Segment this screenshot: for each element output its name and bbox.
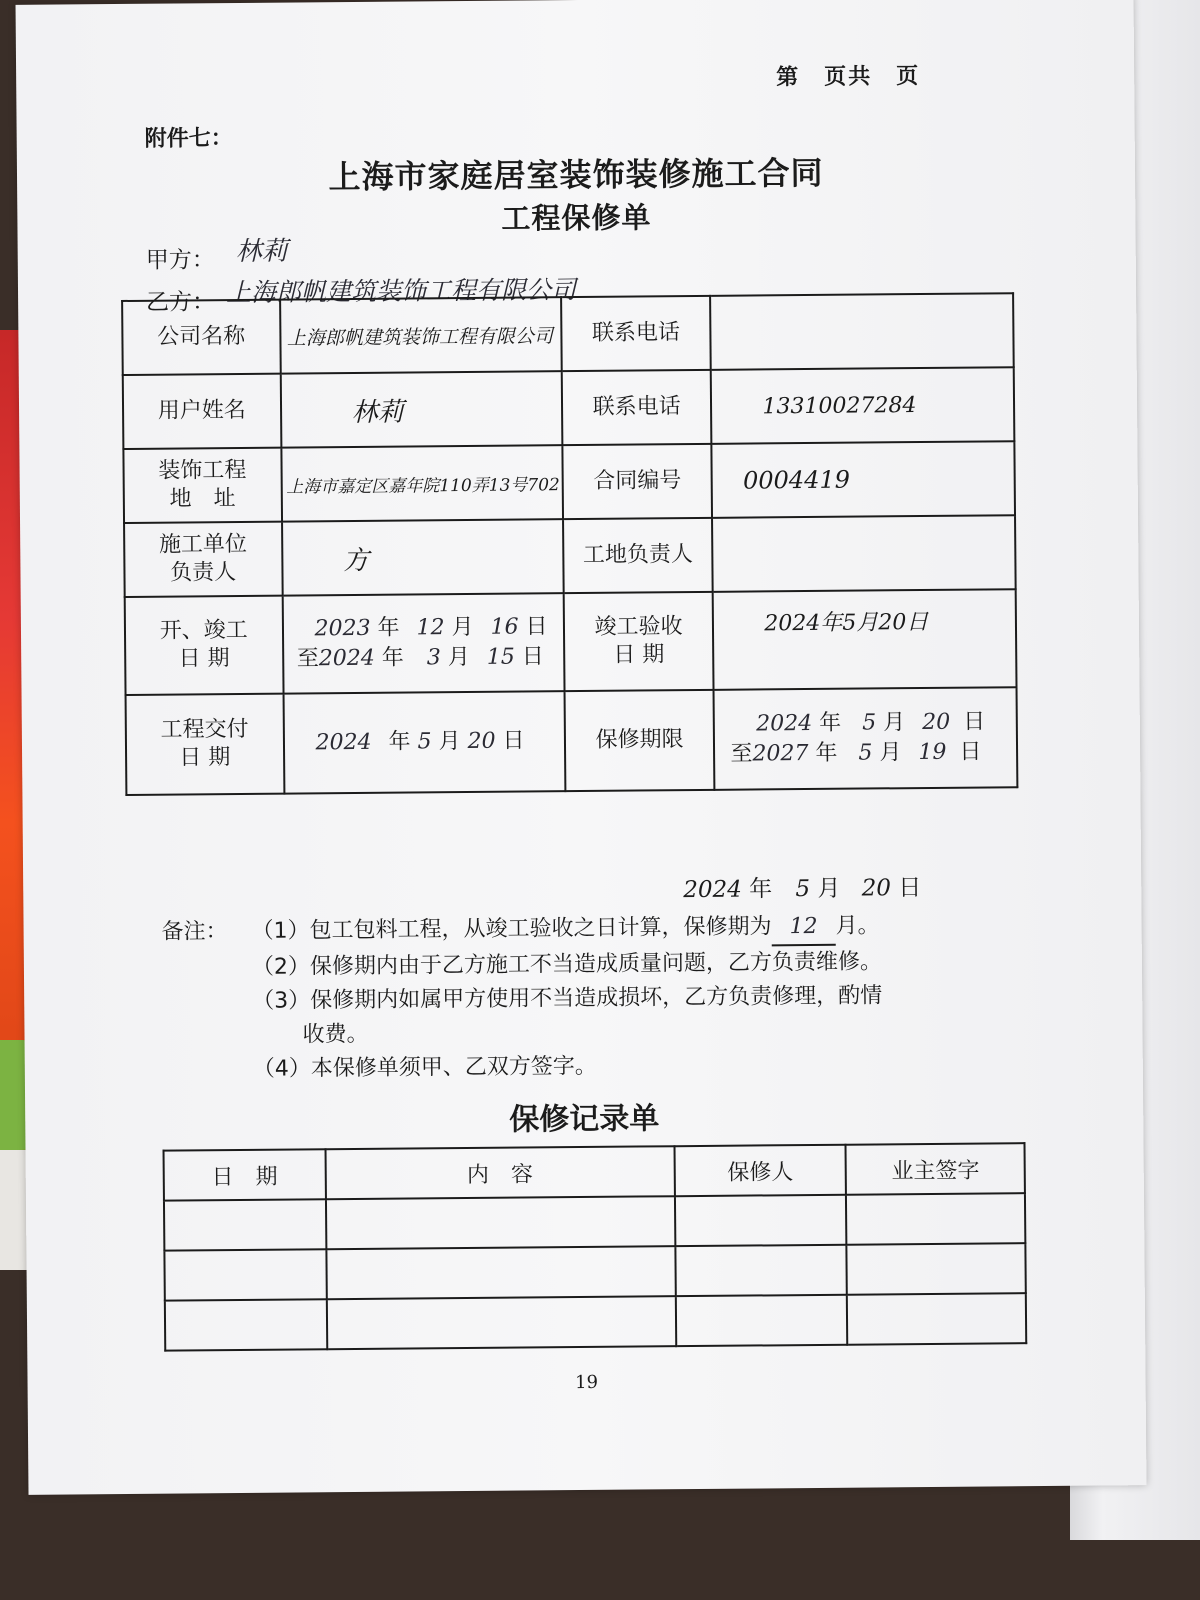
address-label-line2: 地 址 xyxy=(169,486,236,512)
month-char: 月 xyxy=(438,729,461,755)
month-char: 月 xyxy=(879,740,902,766)
contract-no-value: 0004419 xyxy=(712,441,1015,518)
column-header-date: 日 期 xyxy=(164,1149,326,1200)
party-a-label: 甲方： xyxy=(145,247,215,274)
record-cell xyxy=(326,1196,676,1249)
record-cell xyxy=(326,1246,676,1299)
delivery-label-line2: 日 期 xyxy=(179,745,231,771)
delivery-year: 2024 xyxy=(315,729,372,756)
warranty-to-year: 2027 xyxy=(752,741,809,767)
note-4: （4）本保修单须甲、乙双方签字。 xyxy=(252,1053,597,1082)
period-value xyxy=(282,593,564,693)
annex-label: 附件七： xyxy=(144,126,233,152)
warranty-period-label: 保修期限 xyxy=(564,690,714,791)
page-number: 19 xyxy=(575,1371,599,1394)
record-cell xyxy=(164,1199,326,1250)
table-row xyxy=(122,293,1014,375)
table-row xyxy=(165,1293,1026,1351)
record-cell xyxy=(164,1249,326,1300)
period-label-line2: 日 期 xyxy=(178,646,230,672)
year-char: 年 xyxy=(381,645,404,671)
unit-head-value: 方 xyxy=(282,519,564,595)
table-row xyxy=(164,1243,1025,1301)
delivery-date xyxy=(285,726,563,758)
delivery-value xyxy=(283,691,565,793)
delivery-day: 20 xyxy=(467,728,496,754)
table-row xyxy=(164,1193,1025,1251)
table-row xyxy=(125,589,1017,695)
note-1-suffix: 月。 xyxy=(835,913,880,939)
address-label xyxy=(123,448,281,523)
repair-record-table xyxy=(163,1142,1028,1352)
day-char: 日 xyxy=(963,709,986,735)
record-cell xyxy=(847,1293,1026,1345)
unit-head-label-line1: 施工单位 xyxy=(158,531,248,558)
signature-date xyxy=(683,869,921,904)
record-cell xyxy=(165,1299,327,1350)
end-year: 2024 xyxy=(318,645,375,672)
column-header-repairer: 保修人 xyxy=(674,1145,846,1196)
start-day: 16 xyxy=(490,614,519,640)
warranty-to-month: 5 xyxy=(858,740,873,766)
year-char: 年 xyxy=(815,740,838,766)
period-label xyxy=(125,596,283,695)
acceptance-label xyxy=(564,592,714,691)
phone-label: 联系电话 xyxy=(561,296,711,371)
sign-month: 5 xyxy=(795,876,811,903)
day-char: 日 xyxy=(502,728,525,754)
note-3: （3）保修期内如属甲方使用不当造成损坏，乙方负责修理，酌情 xyxy=(252,983,883,1014)
end-prefix: 至 xyxy=(296,646,319,672)
period-label-line1: 开、竣工 xyxy=(159,617,248,644)
warranty-from-day: 20 xyxy=(922,709,951,736)
year-char: 年 xyxy=(388,729,411,755)
record-cell xyxy=(846,1193,1025,1245)
delivery-month: 5 xyxy=(417,729,432,755)
day-char: 日 xyxy=(521,644,544,670)
party-a-value: 林莉 xyxy=(235,236,288,267)
note-3-continuation: 收费。 xyxy=(302,1021,369,1048)
month-char: 月 xyxy=(817,875,841,902)
day-char: 日 xyxy=(525,614,548,640)
column-header-owner-signature: 业主签字 xyxy=(846,1143,1025,1195)
table-row xyxy=(124,515,1016,597)
warranty-to-prefix: 至 xyxy=(730,741,753,767)
start-month: 12 xyxy=(416,615,445,641)
warranty-months-value: 12 xyxy=(771,910,835,947)
year-char: 年 xyxy=(819,710,842,736)
record-cell xyxy=(847,1243,1026,1295)
acceptance-date-value: 2024年5月20日 xyxy=(713,589,1016,690)
address-value: 上海市嘉定区嘉年院110弄13号702 xyxy=(281,445,563,521)
table-header-row xyxy=(164,1143,1025,1201)
note-1-text: （1）包工包料工程，从竣工验收之日计算，保修期为 xyxy=(251,914,772,944)
day-char: 日 xyxy=(898,875,922,902)
company-phone-value xyxy=(710,293,1013,370)
warranty-period-value xyxy=(714,687,1018,790)
unit-head-label xyxy=(124,522,282,597)
page-info: 第 页共 页 xyxy=(776,64,921,91)
form-title: 工程保修单 xyxy=(501,200,652,236)
acceptance-label-line1: 竣工验收 xyxy=(594,614,683,640)
site-head-label: 工地负责人 xyxy=(563,518,713,593)
record-cell xyxy=(326,1296,676,1349)
column-header-content: 内 容 xyxy=(325,1146,675,1199)
warranty-from-year: 2024 xyxy=(756,710,813,737)
user-name-label: 用户姓名 xyxy=(123,374,281,449)
phone-label: 联系电话 xyxy=(562,370,712,445)
user-phone-value: 13310027284 xyxy=(711,367,1014,444)
end-month: 3 xyxy=(426,645,441,671)
delivery-label xyxy=(126,694,284,795)
contract-no-label: 合同编号 xyxy=(562,444,712,519)
record-cell xyxy=(675,1245,847,1296)
record-cell xyxy=(675,1195,847,1246)
month-char: 月 xyxy=(447,644,470,671)
start-year: 2023 xyxy=(314,615,371,642)
unit-head-label-line2: 负责人 xyxy=(170,560,237,586)
day-char: 日 xyxy=(959,739,982,765)
month-char: 月 xyxy=(451,614,474,641)
month-char: 月 xyxy=(883,710,906,736)
end-day: 15 xyxy=(486,644,515,670)
warranty-form-page xyxy=(16,0,1147,1495)
acceptance-label-line2: 日 期 xyxy=(613,642,665,668)
user-name-value: 林莉 xyxy=(280,371,562,447)
party-b-value: 上海郎帆建筑装饰工程有限公司 xyxy=(225,275,577,308)
warranty-from-month: 5 xyxy=(862,710,877,736)
site-head-value xyxy=(712,515,1015,592)
company-name-label: 公司名称 xyxy=(122,300,280,375)
sign-day: 20 xyxy=(861,875,892,902)
year-char: 年 xyxy=(377,615,400,641)
party-b-label: 乙方： xyxy=(146,289,216,316)
address-label-line1: 装饰工程 xyxy=(158,457,247,484)
sign-year: 2024 xyxy=(683,876,742,904)
table-row xyxy=(126,687,1018,795)
repair-record-title: 保修记录单 xyxy=(509,1101,660,1138)
end-date xyxy=(285,642,563,674)
year-char: 年 xyxy=(749,876,773,903)
warranty-to-day: 19 xyxy=(918,739,947,766)
table-row xyxy=(123,367,1015,449)
notes-label: 备注： xyxy=(161,919,228,945)
notes-list xyxy=(251,908,1022,1087)
warranty-from xyxy=(716,707,1015,740)
delivery-label-line1: 工程交付 xyxy=(160,716,249,743)
warranty-info-table xyxy=(121,292,1018,796)
record-cell xyxy=(676,1295,848,1346)
contract-title: 上海市家庭居室装饰装修施工合同 xyxy=(328,153,824,197)
note-2: （2）保修期内由于乙方施工不当造成质量问题，乙方负责维修。 xyxy=(251,949,883,980)
start-date xyxy=(284,612,562,644)
table-row xyxy=(123,441,1015,523)
company-name-value: 上海郎帆建筑装饰工程有限公司 xyxy=(280,297,562,373)
warranty-to xyxy=(716,737,1015,770)
